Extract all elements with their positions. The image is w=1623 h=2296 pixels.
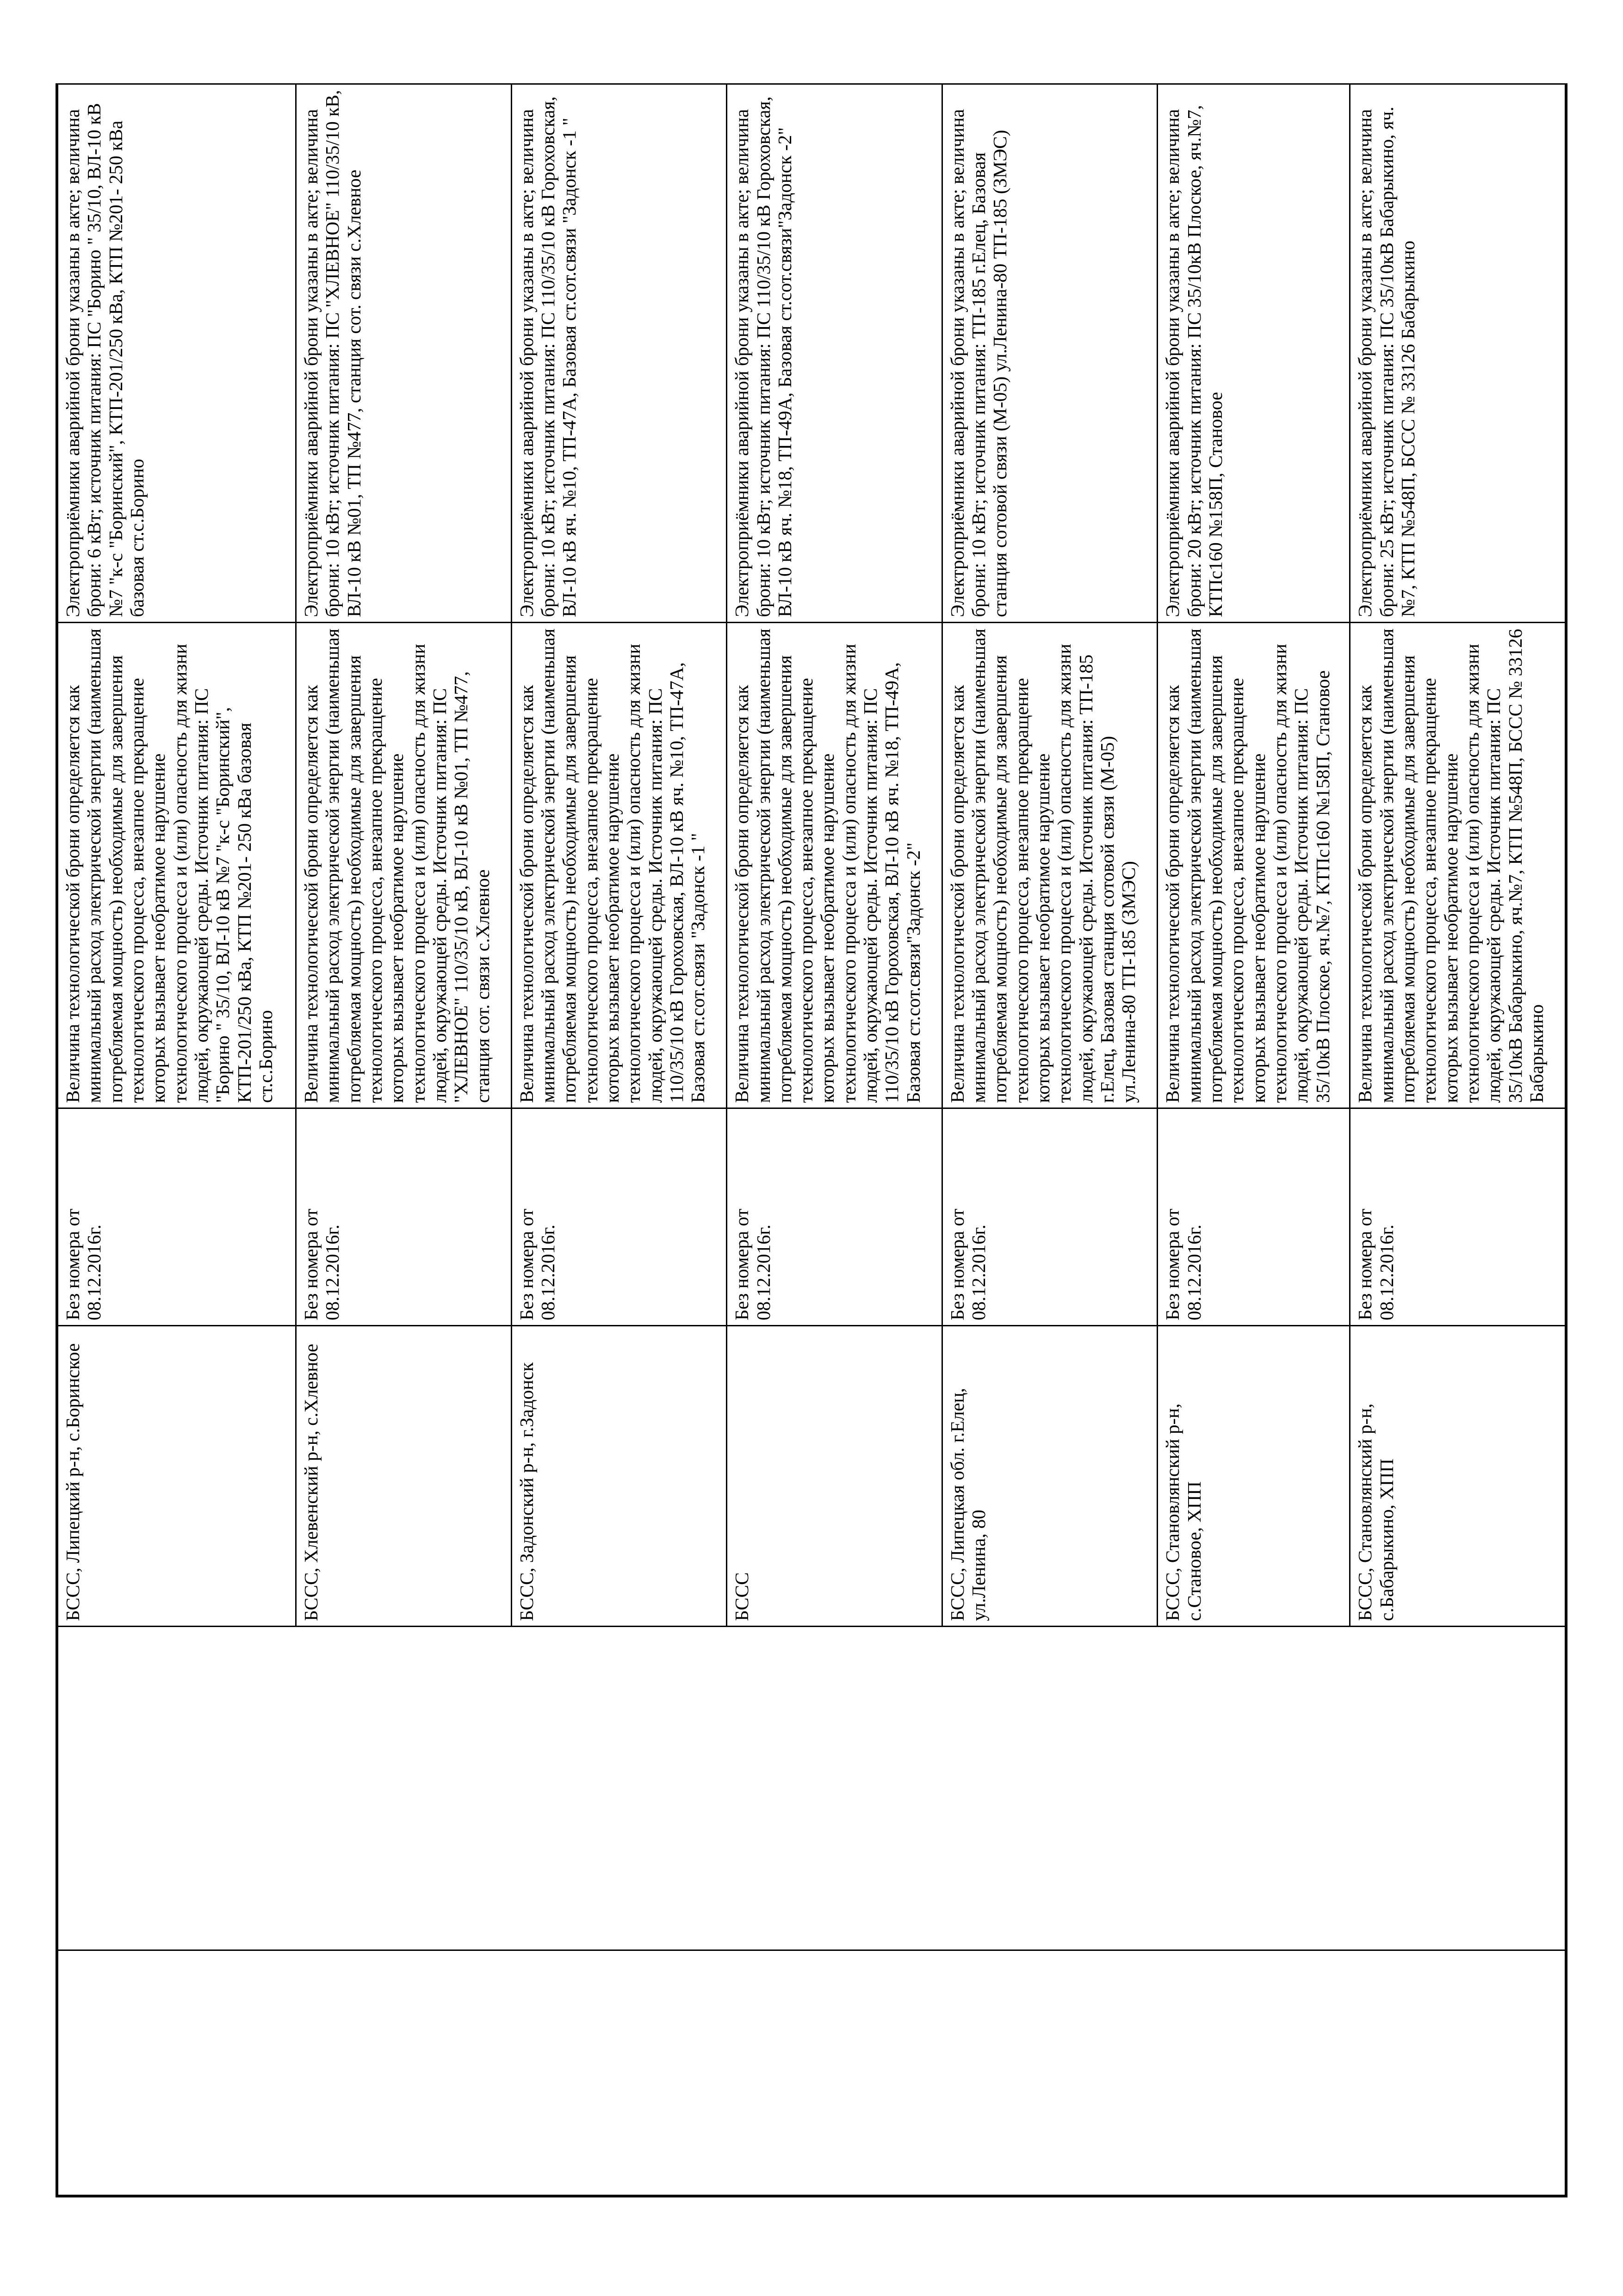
rotated-table-container	[57, 85, 1566, 2196]
power-reserve-table	[57, 83, 1566, 2196]
emergency-reserve-cell: Электроприёмники аварийной брони указаны в акте; величина брони: 10 кВт; источник питания: ПС "ХЛЕВНОЕ" 110/35/10 кВ, ВЛ-10 кВ №01, ТП №477, станция сот. связи с.Хлевное	[296, 84, 512, 623]
emergency-reserve-cell: Электроприёмники аварийной брони указаны в акте; величина брони: 10 кВт; источник питания: ТП-185 г.Елец, Базовая станция сотовой связи (М-05) ул.Ленина-80 ТП-185 (ЗМЭС)	[942, 84, 1158, 623]
document-cell: Без номера от 08.12.2016г.	[58, 1108, 296, 1326]
page-frame	[56, 83, 1567, 2197]
document-cell: Без номера от 08.12.2016г.	[1158, 1108, 1350, 1326]
location-cell: БССС, Задонский р-н, г.Задонск	[511, 1326, 727, 1627]
tech-reserve-cell: Величина технологической брони определяется как минимальный расход электрической энергии (наименьшая потребляемая мощность) необходимые для завершения технологического процесса, внезапное прекращение которых вызывает необратимое нарушение технологического процесса и (или) опасность для жизни людей, окружающей среды. Источник питания: ПС 35/10кВ Плоское, яч.№7, КТПс160 №158П, Становое	[1158, 623, 1350, 1108]
document-cell: Без номера от 08.12.2016г.	[296, 1108, 512, 1326]
tech-reserve-cell: Величина технологической брони определяется как минимальный расход электрической энергии (наименьшая потребляемая мощность) необходимые для завершения технологического процесса, внезапное прекращение которых вызывает необратимое нарушение технологического процесса и (или) опасность для жизни людей, окружающей среды. Источник питания: ПС 110/35/10 кВ Гороховская, ВЛ-10 кВ яч. №18, ТП-49А, Базовая ст.сот.связи"Задонск -2"	[727, 623, 942, 1108]
document-cell: Без номера от 08.12.2016г.	[942, 1108, 1158, 1326]
emergency-reserve-cell: Электроприёмники аварийной брони указаны в акте; величина брони: 20 кВт; источник питания: ПС 35/10кВ Плоское, яч.№7, КТПс160 №158П, Становое	[1158, 84, 1350, 623]
location-cell: БССС, Хлевенский р-н, с.Хлевное	[296, 1326, 512, 1627]
document-cell: Без номера от 08.12.2016г.	[511, 1108, 727, 1326]
emergency-reserve-cell: Электроприёмники аварийной брони указаны в акте; величина брони: 10 кВт; источник питания: ПС 110/35/10 кВ Гороховская, ВЛ-10 кВ яч. №10, ТП-47А, Базовая ст.сот.связи "Задонск -1 "	[511, 84, 727, 623]
tech-reserve-cell: Величина технологической брони определяется как минимальный расход электрической энергии (наименьшая потребляемая мощность) необходимые для завершения технологического процесса, внезапное прекращение которых вызывает необратимое нарушение технологического процесса и (или) опасность для жизни людей, окружающей среды. Источник питания: ПС "ХЛЕВНОЕ" 110/35/10 кВ, ВЛ-10 кВ №01, ТП №477, станция сот. связи с.Хлевное	[296, 623, 512, 1108]
location-cell: БССС, Липецкий р-н, с.Боринское	[58, 1326, 296, 1627]
tech-reserve-cell: Величина технологической брони определяется как минимальный расход электрической энергии (наименьшая потребляемая мощность) необходимые для завершения технологического процесса, внезапное прекращение которых вызывает необратимое нарушение технологического процесса и (или) опасность для жизни людей, окружающей среды. Источник питания: ПС 110/35/10 кВ Гороховская, ВЛ-10 кВ яч. №10, ТП-47А, Базовая ст.сот.связи "Задонск -1 "	[511, 623, 727, 1108]
table-row	[58, 84, 296, 2196]
document-cell: Без номера от 08.12.2016г.	[727, 1108, 942, 1326]
row-index-cell	[58, 1950, 1566, 2196]
location-cell: БССС	[727, 1326, 942, 1627]
location-cell: БССС, Липецкая обл. г.Елец, ул.Ленина, 80	[942, 1326, 1158, 1627]
tech-reserve-cell: Величина технологической брони определяется как минимальный расход электрической энергии (наименьшая потребляемая мощность) необходимые для завершения технологического процесса, внезапное прекращение которых вызывает необратимое нарушение технологического процесса и (или) опасность для жизни людей, окружающей среды. Источник питания: ПС "Борино " 35/10, ВЛ-10 кВ №7 "к-с "Боринский", КТП-201/250 кВа, КТП №201- 250 кВа базовая ст.с.Борино	[58, 623, 296, 1108]
emergency-reserve-cell: Электроприёмники аварийной брони указаны в акте; величина брони: 10 кВт; источник питания: ПС 110/35/10 кВ Гороховская, ВЛ-10 кВ яч. №18, ТП-49А, Базовая ст.сот.связи"Задонск -2"	[727, 84, 942, 623]
location-cell: БССС, Становлянский р-н, с.Бабарыкино, ХПП	[1350, 1326, 1566, 1627]
emergency-reserve-cell: Электроприёмники аварийной брони указаны в акте; величина брони: 6 кВт; источник питания: ПС "Борино " 35/10, ВЛ-10 кВ №7 "к-с "Боринский", КТП-201/250 кВа, КТП №201- 250 кВа базовая ст.с.Борино	[58, 84, 296, 623]
tech-reserve-cell: Величина технологической брони определяется как минимальный расход электрической энергии (наименьшая потребляемая мощность) необходимые для завершения технологического процесса, внезапное прекращение которых вызывает необратимое нарушение технологического процесса и (или) опасность для жизни людей, окружающей среды. Источник питания: ПС 35/10кВ Бабарыкино, яч.№7, КТП №548П, БССС № 33126 Бабарыкино	[1350, 623, 1566, 1108]
organization-cell	[58, 1627, 1566, 1950]
location-cell: БССС, Становлянский р-н, с.Становое, ХПП	[1158, 1326, 1350, 1627]
emergency-reserve-cell: Электроприёмники аварийной брони указаны в акте; величина брони: 25 кВт; источник питания: ПС 35/10кВ Бабарыкино, яч.№7, КТП №548П, БССС № 33126 Бабарыкино	[1350, 84, 1566, 623]
tech-reserve-cell: Величина технологической брони определяется как минимальный расход электрической энергии (наименьшая потребляемая мощность) необходимые для завершения технологического процесса, внезапное прекращение которых вызывает необратимое нарушение технологического процесса и (или) опасность для жизни людей, окружающей среды. Источник питания: ТП-185 г.Елец, Базовая станция сотовой связи (М-05) ул.Ленина-80 ТП-185 (ЗМЭС)	[942, 623, 1158, 1108]
document-cell: Без номера от 08.12.2016г.	[1350, 1108, 1566, 1326]
